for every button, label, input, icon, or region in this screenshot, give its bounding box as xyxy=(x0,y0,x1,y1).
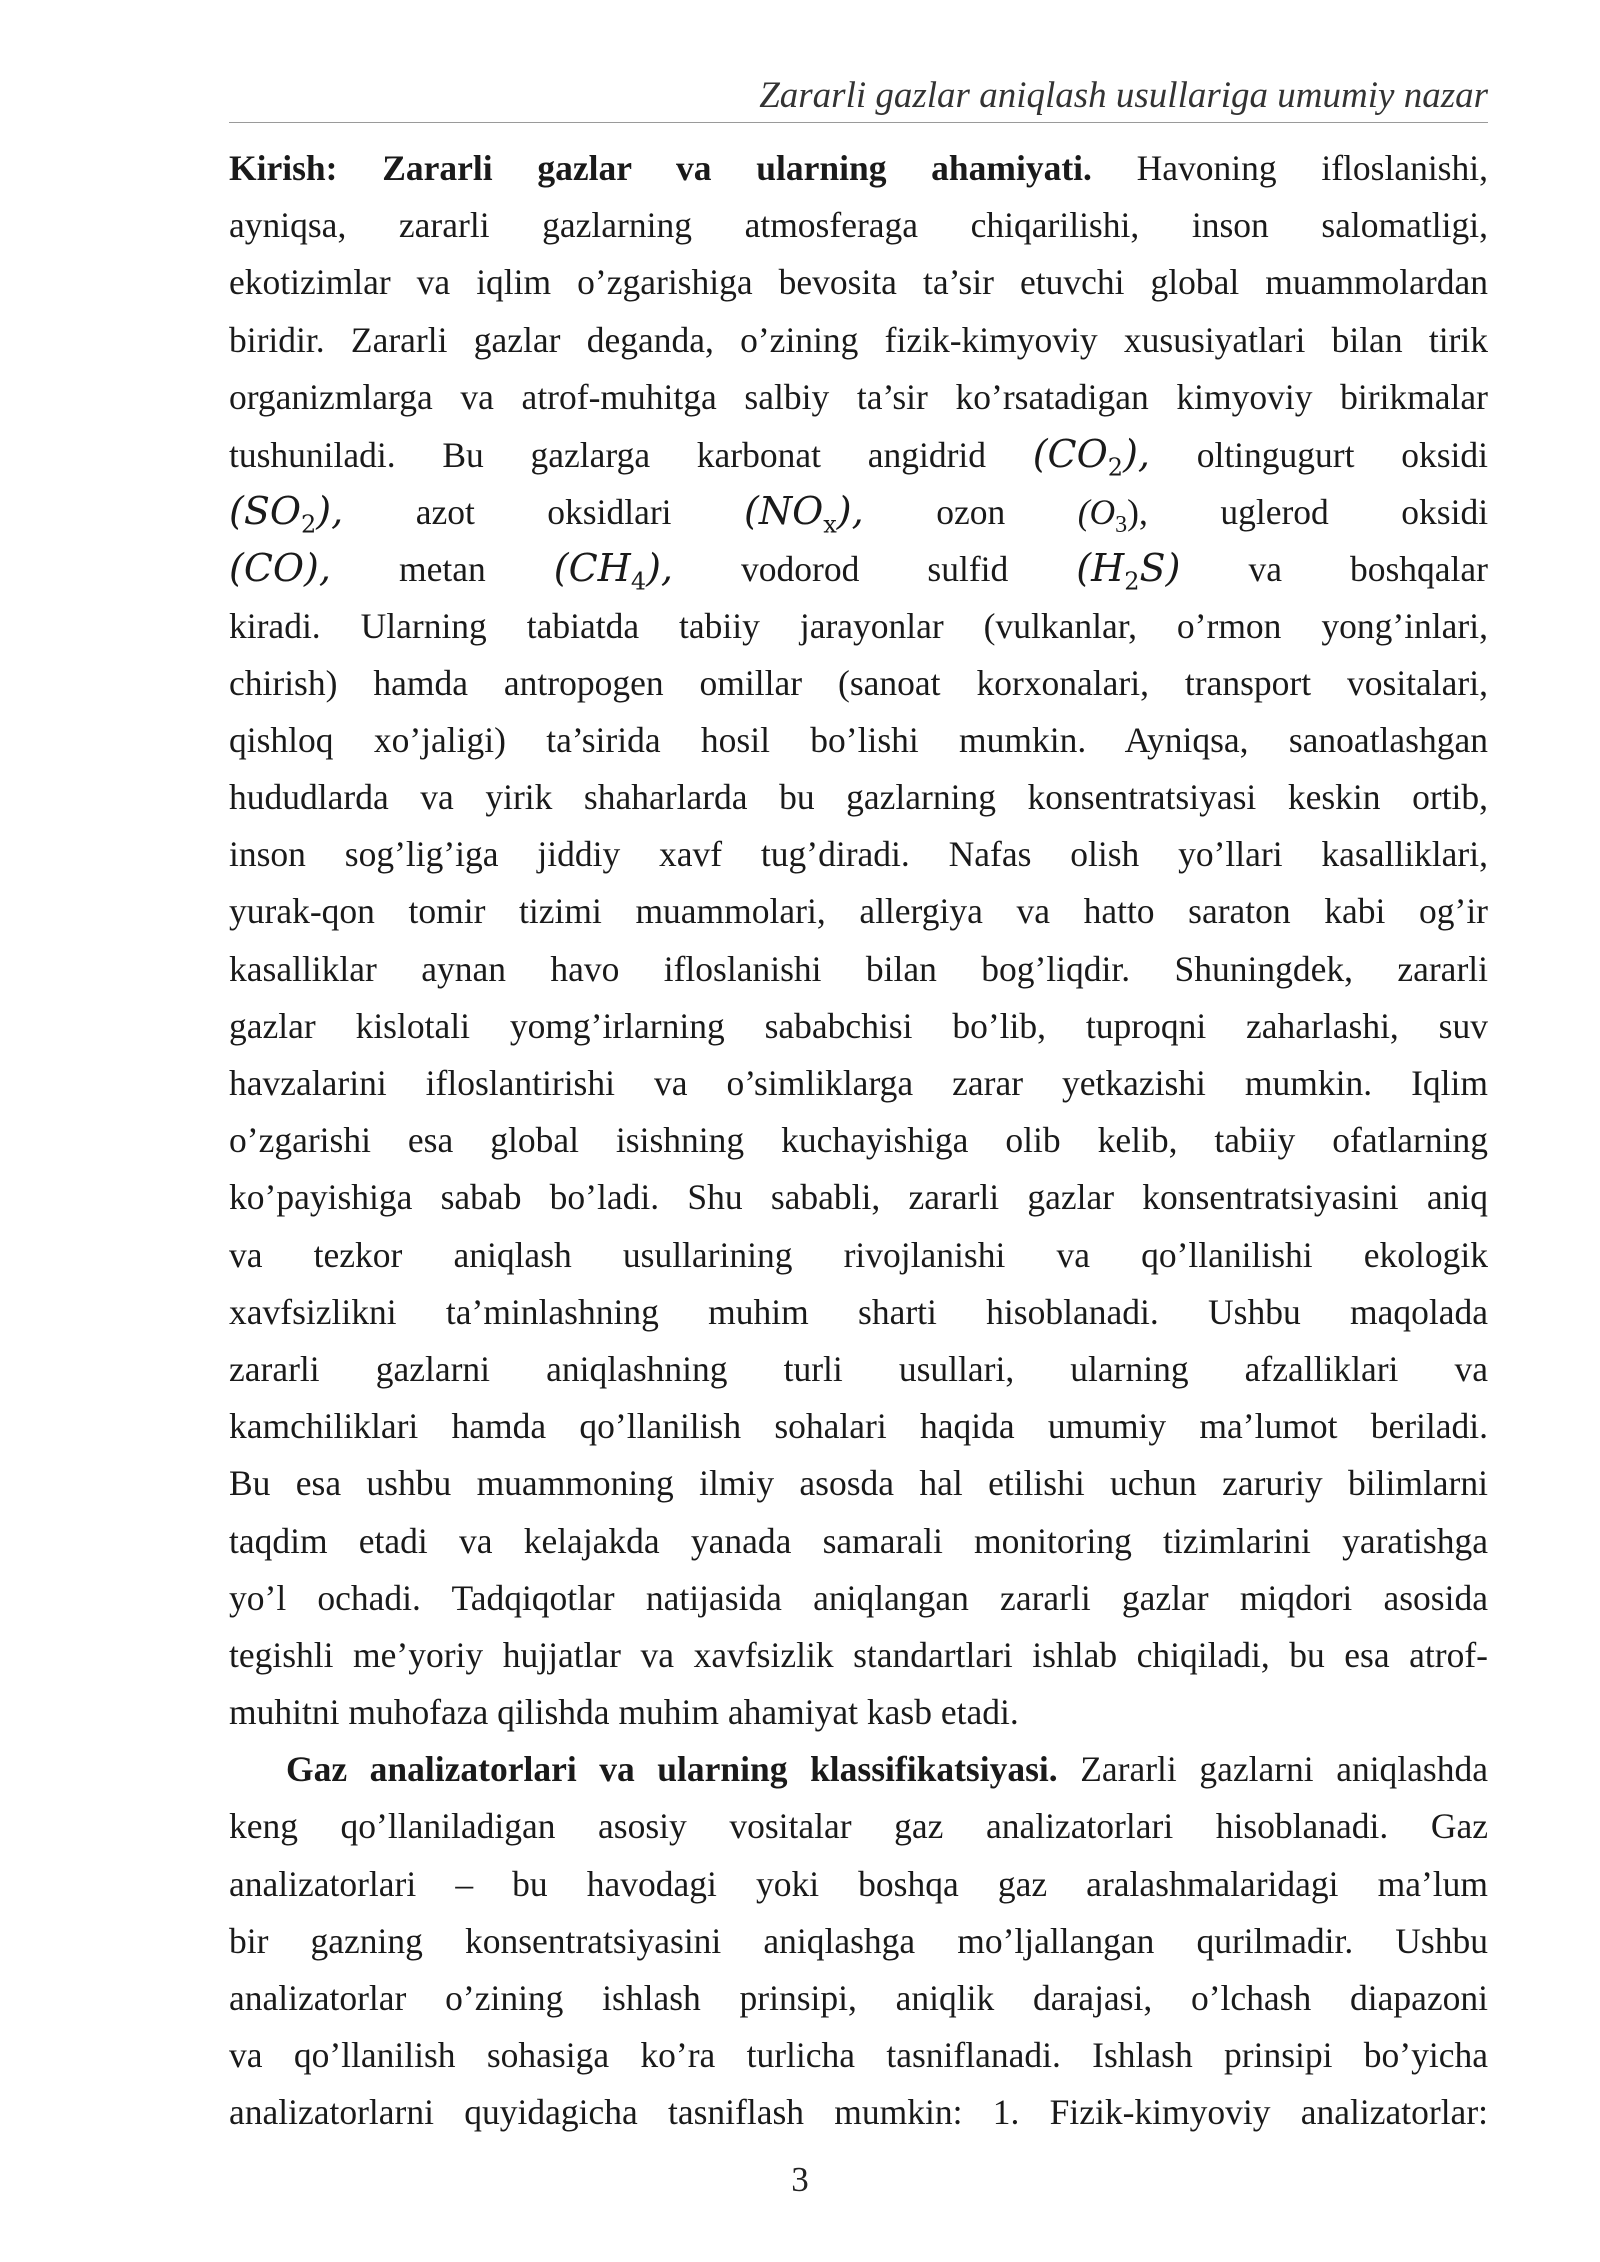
text-line: analizatorlarni quyidagicha tasniflash mumkin: 1. Fizik-kimyoviy analizatorlar: xyxy=(229,2092,1488,2133)
text-line: taqdim etadi va kelajakda yanada samarali monitoring tizimlarini yaratishga xyxy=(229,1520,1488,1561)
text-line: va qo’llanilish sohasiga ko’ra turlicha tasniflanadi. Ishlash prinsipi bo’yicha xyxy=(229,2035,1488,2076)
formula-h2s: $(H_2S)$ xyxy=(1076,546,1181,596)
text-line: keng qo’llaniladigan asosiy vositalar gaz analizatorlari hisoblanadi. Gaz xyxy=(229,1806,1488,1847)
text-line: ekotizimlar va iqlim o’zgarishiga bevosita ta’sir etuvchi global muammolardan xyxy=(229,262,1488,303)
text-line: va tezkor aniqlash usullarining rivojlanishi va qo’llanilishi ekologik xyxy=(229,1234,1488,1275)
running-header: Zararli gazlar aniqlash usullariga umumiy nazar xyxy=(759,75,1488,116)
text-line: hududlarda va yirik shaharlarda bu gazlarning konsentratsiyasi keskin ortib, xyxy=(229,777,1488,818)
text-line: bir gazning konsentratsiyasini aniqlashga mo’ljallangan qurilmadir. Ushbu xyxy=(229,1920,1488,1961)
intro-line-1: Kirish: Zararli gazlar va ularning ahamiyati. Havoning ifloslanishi, xyxy=(229,148,1488,188)
formula-co: (CO), xyxy=(229,546,331,591)
text-line: inson sog’lig’iga jiddiy xavf tug’diradi. Nafas olish yo’llari kasalliklari, xyxy=(229,834,1488,875)
text-line: analizatorlari – bu havodagi yoki boshqa gaz aralashmalaridagi ma’lum xyxy=(229,1863,1488,1904)
document-body xyxy=(229,140,1488,2142)
text-line: tegishli me’yoriy hujjatlar va xavfsizlik standartlari ishlab chiqiladi, bu esa atrof- xyxy=(229,1634,1488,1675)
chem-line-2: $(SO_2)$, azot oksidlari $(NO_x)$, ozon $(O_3)$, uglerod oksidi xyxy=(229,489,1488,539)
formula-so2: $(SO_2)$, xyxy=(229,489,344,539)
text-line: zararli gazlarni aniqlashning turli usullari, ularning afzalliklari va xyxy=(229,1348,1488,1389)
chem-line-3: (CO), metan $(CH_4)$, vodorod sulfid $(H_2S)$ va boshqalar xyxy=(229,546,1488,596)
formula-o3: $(O_3)$, xyxy=(1077,492,1148,539)
formula-ch4: $(CH_4)$, xyxy=(553,546,674,596)
text-line: kasalliklar aynan havo ifloslanishi bilan bog’liqdir. Shuningdek, zararli xyxy=(229,948,1488,989)
text-line: kiradi. Ularning tabiatda tabiiy jarayonlar (vulkanlar, o’rmon yong’inlari, xyxy=(229,605,1488,646)
text-line: havzalarini ifloslantirishi va o’simliklarga zarar yetkazishi mumkin. Iqlim xyxy=(229,1063,1488,1103)
text-line: Bu esa ushbu muammoning ilmiy asosda hal etilishi uchun zaruriy bilimlarni xyxy=(229,1463,1488,1504)
text-line: kamchiliklari hamda qo’llanilish sohalari haqida umumiy ma’lumot beriladi. xyxy=(229,1406,1488,1447)
chem-line-1: tushuniladi. Bu gazlarga karbonat angidrid $(CO_2)$, oltingugurt oksidi xyxy=(229,431,1488,482)
text-line: gazlar kislotali yomg’irlarning sababchisi bo’lib, tuproqni zaharlashi, suv xyxy=(229,1005,1488,1046)
text-line: biridir. Zararli gazlar deganda, o’zining fizik-kimyoviy xususiyatlari bilan tirik xyxy=(229,319,1488,360)
text-line: yurak-qon tomir tizimi muammolari, allergiya va hatto saraton kabi og’ir xyxy=(229,891,1488,932)
text-line: ayniqsa, zararli gazlarning atmosferaga chiqarilishi, inson salomatligi, xyxy=(229,205,1488,246)
text-line: ko’payishiga sabab bo’ladi. Shu sababli, zararli gazlar konsentratsiyasini aniq xyxy=(229,1177,1488,1218)
intro-heading: Kirish: Zararli gazlar va ularning ahamiyati. xyxy=(229,148,1092,188)
analyzers-line-1: Gaz analizatorlari va ularning klassifikatsiyasi. Zararli gazlarni aniqlashda xyxy=(286,1749,1488,1790)
text-line: o’zgarishi esa global isishning kuchayishiga olib kelib, tabiiy ofatlarning xyxy=(229,1120,1488,1161)
text-line: analizatorlar o’zining ishlash prinsipi, aniqlik darajasi, o’lchash diapazoni xyxy=(229,1978,1488,2018)
text-line: chirish) hamda antropogen omillar (sanoat korxonalari, transport vositalari, xyxy=(229,662,1488,703)
text-line: yo’l ochadi. Tadqiqotlar natijasida aniqlangan zararli gazlar miqdori asosida xyxy=(229,1577,1488,1618)
analyzers-heading: Gaz analizatorlari va ularning klassifikatsiyasi. xyxy=(286,1749,1058,1790)
text-line: muhitni muhofaza qilishda muhim ahamiyat kasb etadi. xyxy=(229,1692,1019,1733)
formula-co2: $(CO_2)$, xyxy=(1032,431,1150,482)
formula-nox: $(NO_x)$, xyxy=(744,489,864,539)
text-line: organizmlarga va atrof-muhitga salbiy ta’sir ko’rsatadigan kimyoviy birikmalar xyxy=(229,376,1488,417)
text-line: xavfsizlikni ta’minlashning muhim sharti hisoblanadi. Ushbu maqolada xyxy=(229,1291,1488,1332)
header-divider xyxy=(229,122,1488,123)
page-number: 3 xyxy=(791,2160,809,2199)
text-line: qishloq xo’jaligi) ta’sirida hosil bo’lishi mumkin. Ayniqsa, sanoatlashgan xyxy=(229,719,1488,760)
